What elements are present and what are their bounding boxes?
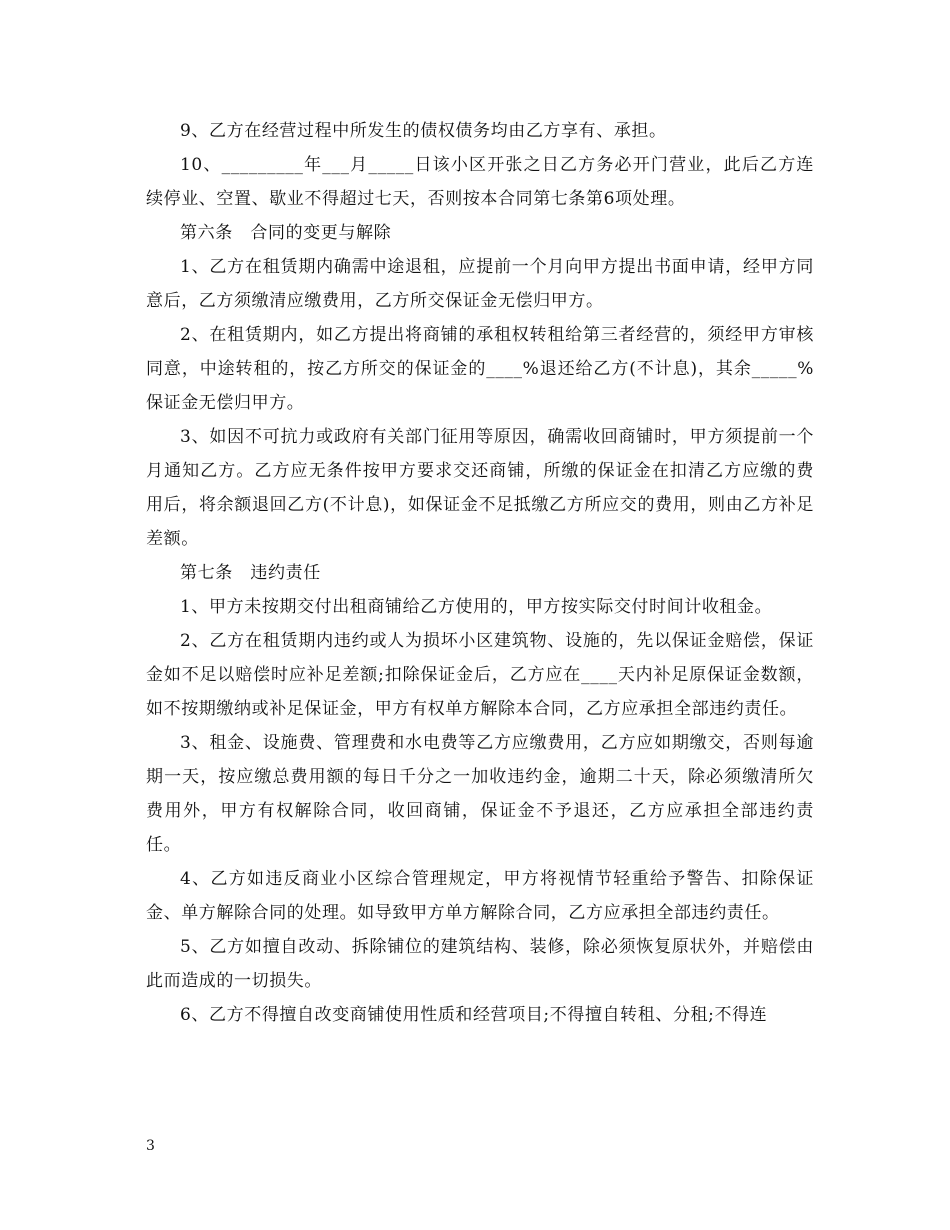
article-6-clause-2: 2、在租赁期内，如乙方提出将商铺的承租权转租给第三者经营的，须经甲方审核同意，中途转租的，按乙方所交的保证金的____%退还给乙方(不计息)，其余_____%保证金无偿归甲方。 [146, 325, 814, 413]
article-7-clause-3: 3、租金、设施费、管理费和水电费等乙方应缴费用，乙方应如期缴交，否则每逾期一天，按应缴总费用额的每日千分之一加收违约金，逾期二十天，除必须缴清所欠费用外，甲方有权解除合同，收回商铺，保证金不予退还，乙方应承担全部违约责任。 [146, 733, 814, 855]
article-7-clause-5: 5、乙方如擅自改动、拆除铺位的建筑结构、装修，除必须恢复原状外，并赔偿由此而造成的一切损失。 [146, 937, 814, 991]
article-6-heading: 第六条 合同的变更与解除 [180, 223, 392, 243]
article-6-clause-1: 1、乙方在租赁期内确需中途退租，应提前一个月向甲方提出书面申请，经甲方同意后，乙方须缴清应缴费用，乙方所交保证金无偿归甲方。 [146, 257, 814, 311]
page-number: 3 [146, 1138, 155, 1154]
article-7-clause-4: 4、乙方如违反商业小区综合管理规定，甲方将视情节轻重给予警告、扣除保证金、单方解除合同的处理。如导致甲方单方解除合同，乙方应承担全部违约责任。 [146, 869, 814, 923]
article-7-clause-1: 1、甲方未按期交付出租商铺给乙方使用的，甲方按实际交付时间计收租金。 [180, 597, 773, 617]
clause-9: 9、乙方在经营过程中所发生的债权债务均由乙方享有、承担。 [180, 121, 667, 141]
article-7-heading: 第七条 违约责任 [180, 563, 321, 583]
article-7-clause-2: 2、乙方在租赁期内违约或人为损坏小区建筑物、设施的，先以保证金赔偿，保证金如不足以赔偿时应补足差额;扣除保证金后，乙方应在____天内补足原保证金数额，如不按期缴纳或补足保证金，甲方有权单方解除本合同，乙方应承担全部违约责任。 [146, 631, 814, 719]
article-7-clause-6: 6、乙方不得擅自改变商铺使用性质和经营项目;不得擅自转租、分租;不得连 [180, 1005, 768, 1025]
document-body [146, 114, 814, 1032]
clause-10: 10、_________年___月_____日该小区开张之日乙方务必开门营业，此后乙方连续停业、空置、歇业不得超过七天，否则按本合同第七条第6项处理。 [146, 155, 814, 209]
article-6-clause-3: 3、如因不可抗力或政府有关部门征用等原因，确需收回商铺时，甲方须提前一个月通知乙方。乙方应无条件按甲方要求交还商铺，所缴的保证金在扣清乙方应缴的费用后，将余额退回乙方(不计息)，如保证金不足抵缴乙方所应交的费用，则由乙方补足差额。 [146, 427, 814, 549]
